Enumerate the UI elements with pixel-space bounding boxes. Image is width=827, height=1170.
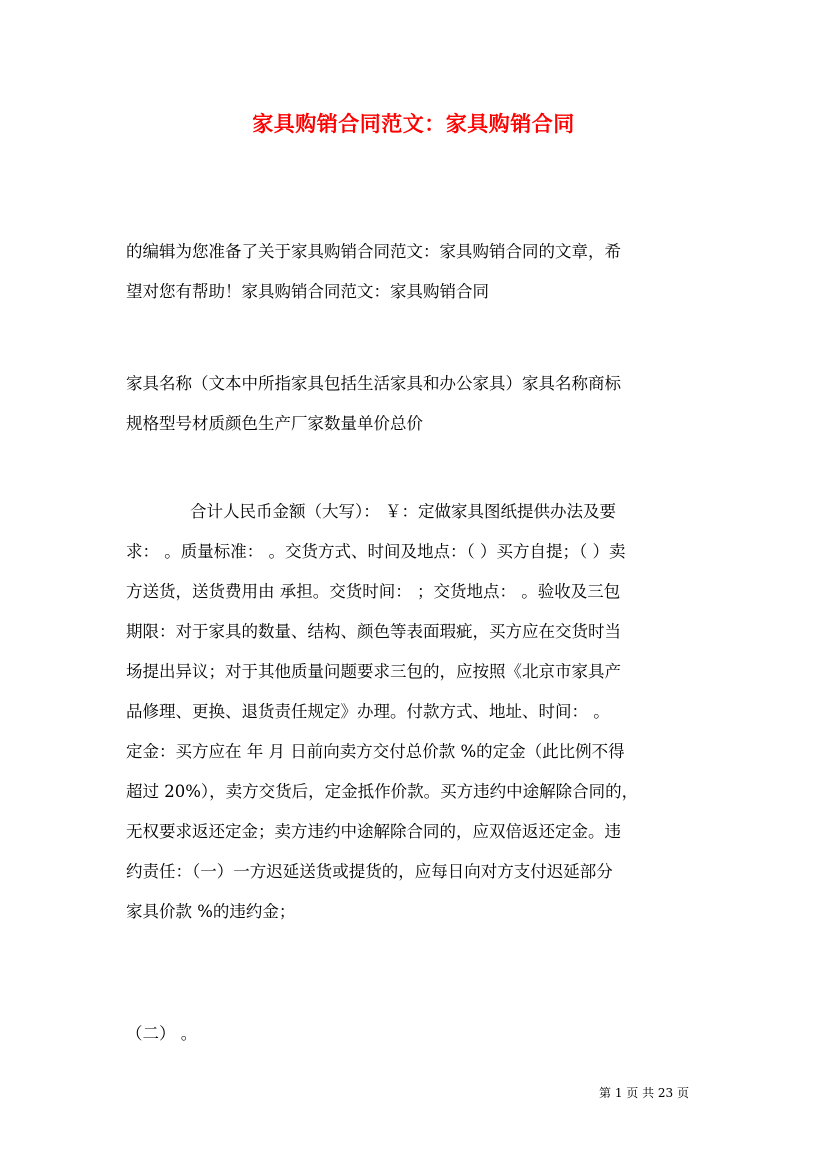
page-number-footer: 第 1 页 共 23 页: [599, 1086, 689, 1100]
contract-body-paragraph: [126, 492, 716, 932]
body-line: 无权要求返还定金；卖方违约中途解除合同的，应双倍返还定金。违: [126, 822, 621, 841]
document-title: 家具购销合同范文：家具购销合同: [252, 111, 575, 136]
body-line: 场提出异议；对于其他质量问题要求三包的，应按照《北京市家具产: [126, 662, 621, 681]
body-line: 约责任：（一）一方迟延送货或提货的，应每日向对方支付迟延部分: [126, 862, 613, 881]
table-header-line: 家具名称（文本中所指家具包括生活家具和办公家具）家具名称商标: [126, 374, 621, 393]
body-line: 品修理、更换、退货责任规定》办理。付款方式、地址、时间： 。: [126, 702, 610, 721]
body-line: 定金：买方应在 年 月 日前向卖方交付总价款 %的定金（此比例不得: [126, 742, 625, 761]
body-line: 方送货，送货费用由 承担。交货时间： ；交货地点： 。验收及三包: [126, 582, 621, 601]
body-line: 家具价款 %的违约金；: [126, 902, 296, 921]
body-line: 超过 20%），卖方交货后，定金抵作价款。买方违约中途解除合同的，: [126, 782, 639, 801]
intro-line: 望对您有帮助！家具购销合同范文：家具购销合同: [126, 282, 489, 301]
clause-two-line: （二） 。: [126, 1024, 198, 1043]
table-header-line: 规格型号材质颜色生产厂家数量单价总价: [126, 414, 423, 433]
body-line: 求： 。质量标准： 。交货方式、时间及地点：（ ）买方自提；（ ）卖: [126, 542, 626, 561]
intro-paragraph: [126, 232, 716, 312]
body-line: 合计人民币金额（大写）： ￥：定做家具图纸提供办法及要: [190, 502, 616, 521]
clause-two-paragraph: [126, 1014, 716, 1054]
body-line: 期限：对于家具的数量、结构、颜色等表面瑕疵，买方应在交货时当: [126, 622, 621, 641]
table-header-paragraph: [126, 364, 716, 444]
intro-line: 的编辑为您准备了关于家具购销合同范文：家具购销合同的文章，希: [126, 242, 621, 261]
